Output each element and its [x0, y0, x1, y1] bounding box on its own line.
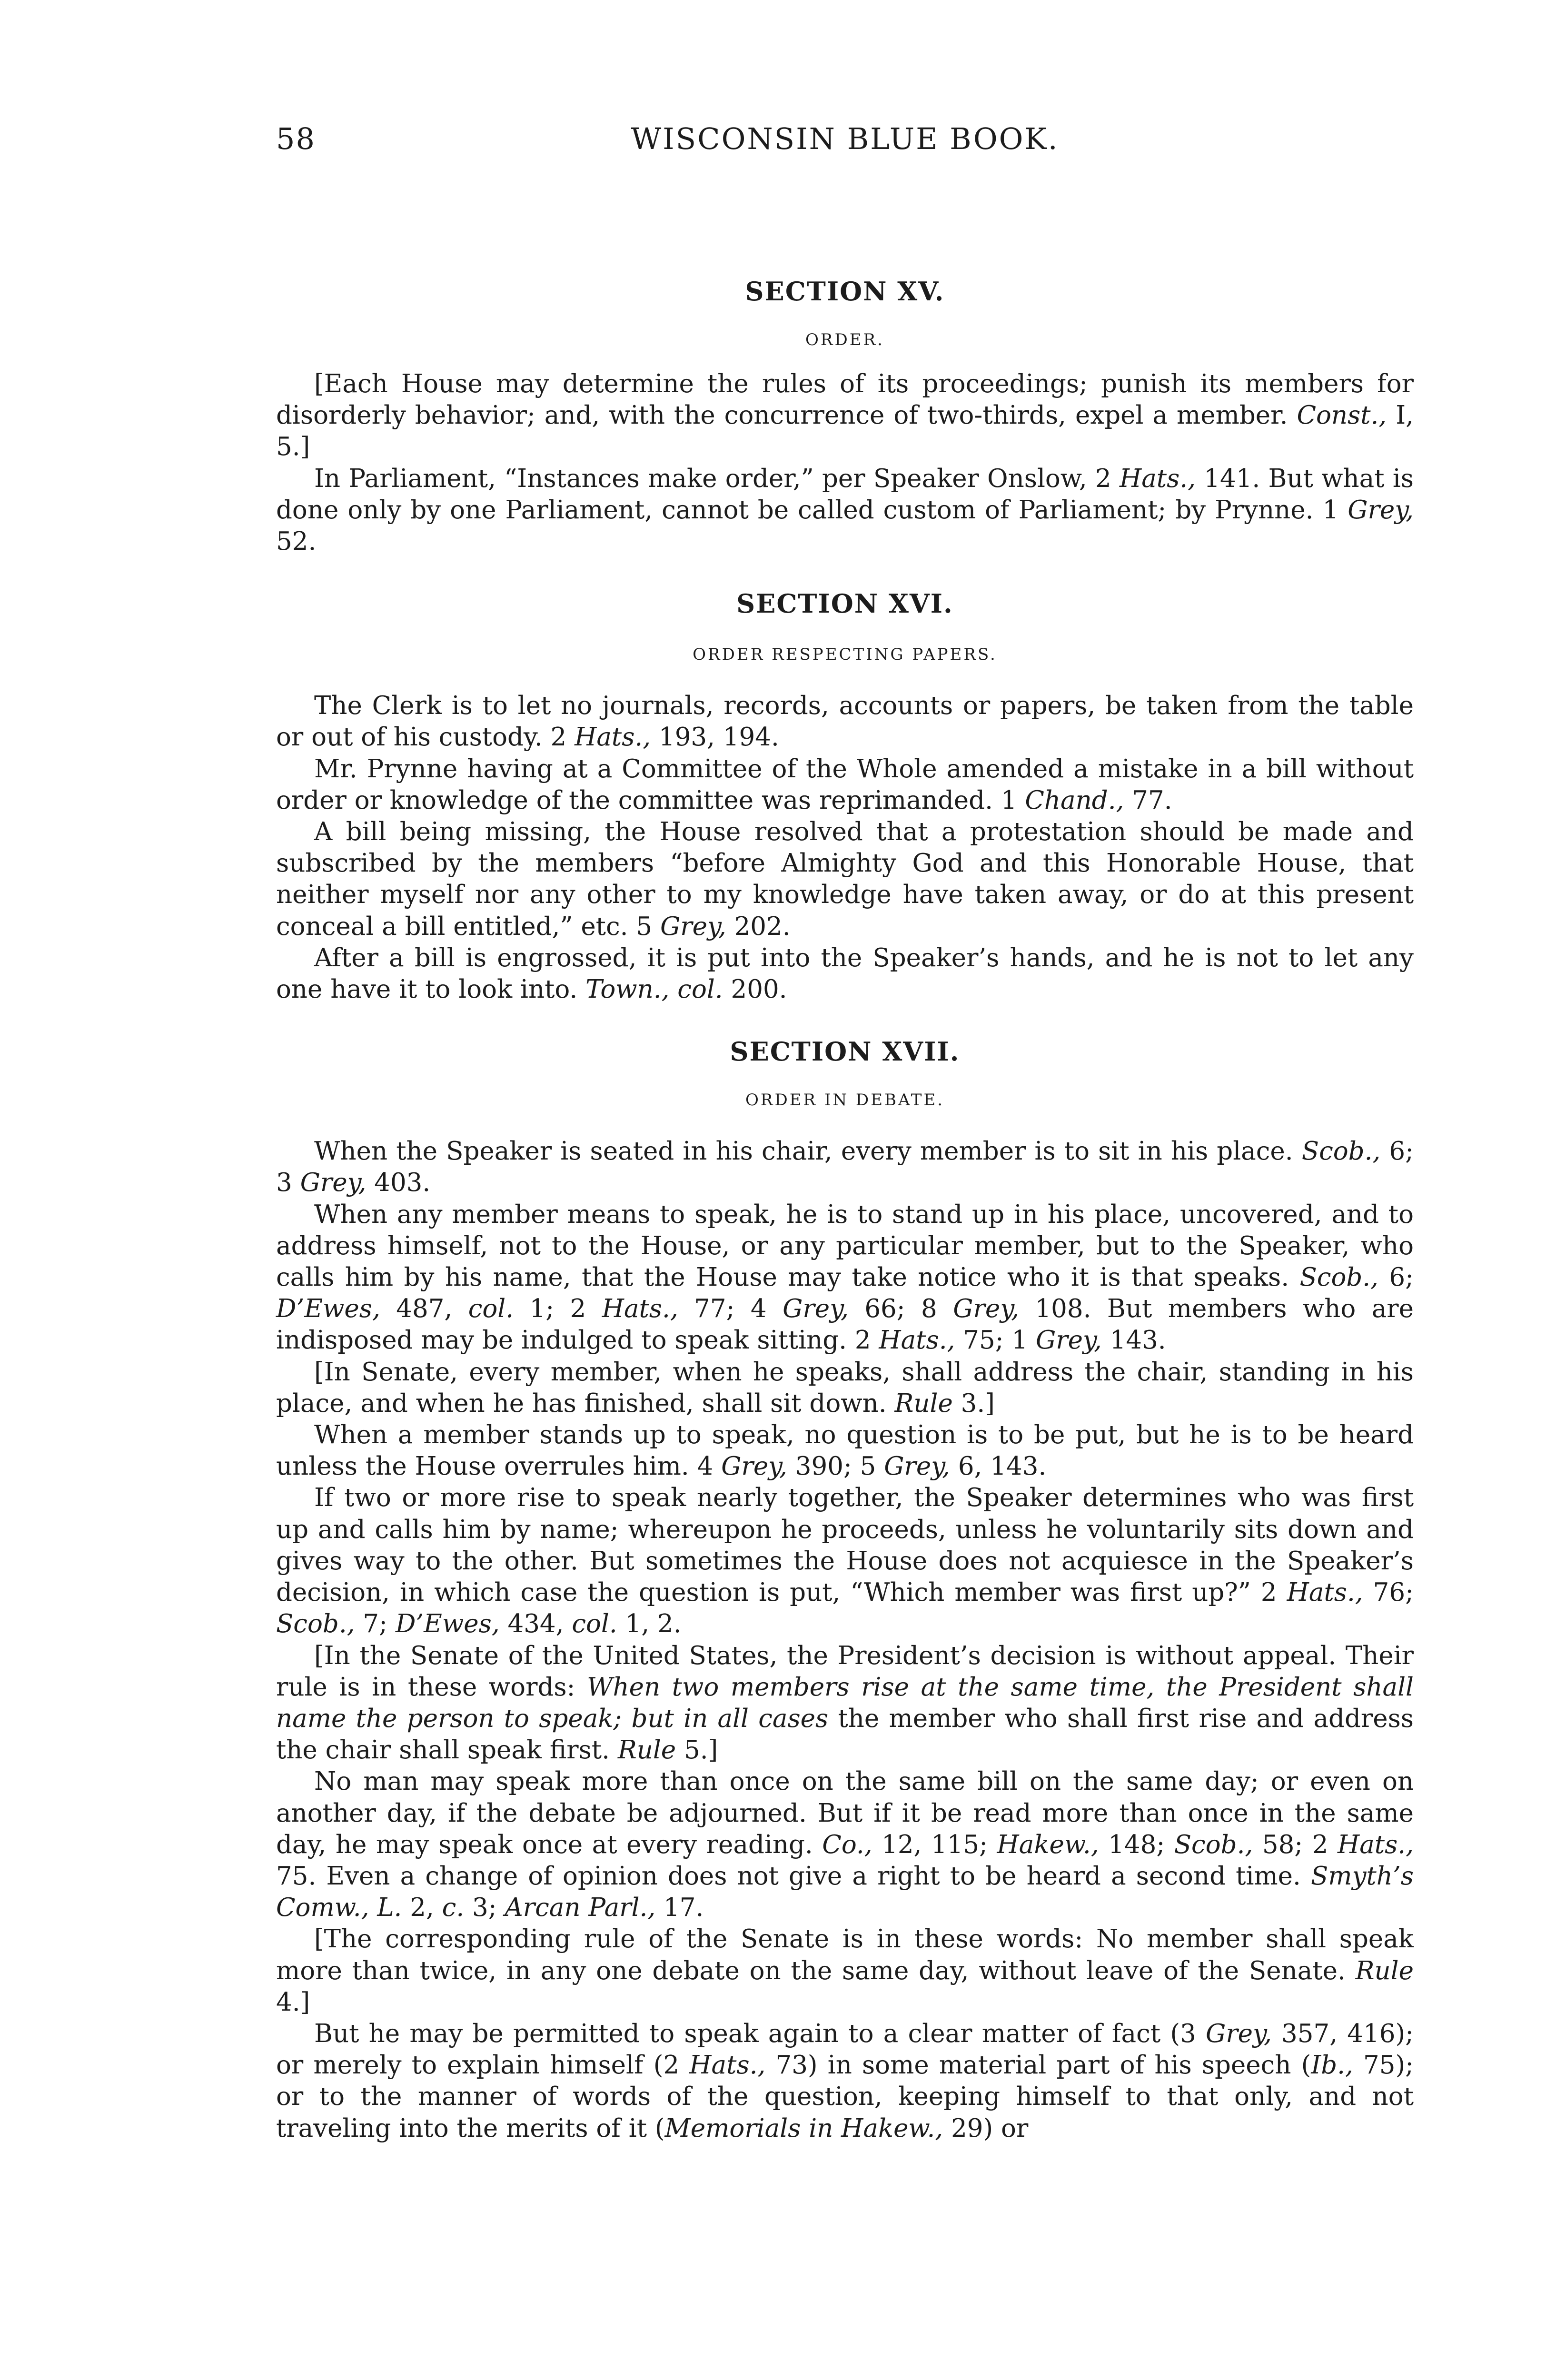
section-17-paragraph-4: When a member stands up to speak, no question is to be put, but he is to be heard unless the House overrules him. 4 Grey, 390; 5 Grey, 6, 143.	[276, 1420, 1414, 1481]
section-15-paragraph-1: [Each House may determine the rules of its proceedings; punish its members for disorderly behavior; and, with the concurrence of two-thirds, expel a member. Const., I, 5.]	[276, 369, 1414, 462]
section-16-paragraph-1: The Clerk is to let no journals, records, accounts or papers, be taken from the table or out of his custody. 2 Hats., 193, 194.	[276, 691, 1414, 752]
section-15-subtitle: ORDER.	[805, 330, 884, 349]
page-header	[276, 121, 1414, 174]
page-number: 58	[276, 121, 316, 156]
section-17-paragraph-1: When the Speaker is seated in his chair, every member is to sit in his place. Scob., 6; 3 Grey, 403.	[276, 1137, 1414, 1198]
section-17-paragraph-6: [In the Senate of the United States, the President’s decision is without appeal. Their rule is in these words: When two members rise at the same time, the President shall name the person to speak; but in all cases the member who shall first rise and address the chair shall speak first. Rule 5.]	[276, 1641, 1414, 1765]
section-17-paragraph-3: [In Senate, every member, when he speaks, shall address the chair, standing in his place, and when he has finished, shall sit down. Rule 3.]	[276, 1357, 1414, 1418]
section-17-title: SECTION XVII.	[730, 1036, 960, 1067]
section-17-paragraph-8: [The corresponding rule of the Senate is in these words: No member shall speak more than twice, in any one debate on the same day, without leave of the Senate. Rule 4.]	[276, 1924, 1414, 2017]
section-15-title: SECTION XV.	[745, 276, 945, 307]
section-16-title: SECTION XVI.	[736, 588, 953, 619]
section-17-paragraph-5: If two or more rise to speak nearly together, the Speaker determines who was first up and calls him by name; whereupon he proceeds, unless he voluntarily sits down and gives way to the other. But sometimes the House does not acquiesce in the Speaker’s decision, in which case the question is put, “Which member was first up?” 2 Hats., 76; Scob., 7; D’Ewes, 434, col. 1, 2.	[276, 1483, 1414, 1639]
section-16-subtitle: ORDER RESPECTING PAPERS.	[693, 645, 997, 664]
page	[276, 121, 1414, 2359]
section-16-paragraph-2: Mr. Prynne having at a Committee of the Whole amended a mistake in a bill without order or knowledge of the committee was reprimanded. 1 Chand., 77.	[276, 754, 1414, 815]
section-17-subtitle: ORDER IN DEBATE.	[745, 1091, 944, 1110]
running-title: WISCONSIN BLUE BOOK.	[631, 121, 1059, 156]
section-15-paragraph-2: In Parliament, “Instances make order,” per Speaker Onslow, 2 Hats., 141. But what is done only by one Parliament, cannot be called custom of Parliament; by Prynne. 1 Grey, 52.	[276, 464, 1414, 556]
section-16-paragraph-3: A bill being missing, the House resolved that a protestation should be made and subscribed by the members “before Almighty God and this Honorable House, that neither myself nor any other to my knowledge have taken away, or do at this present conceal a bill entitled,” etc. 5 Grey, 202.	[276, 817, 1414, 941]
section-17-paragraph-7: No man may speak more than once on the same bill on the same day; or even on another day, if the debate be adjourned. But if it be read more than once in the same day, he may speak once at every reading. Co., 12, 115; Hakew., 148; Scob., 58; 2 Hats., 75. Even a change of opinion does not give a right to be heard a second time. Smyth’s Comw., L. 2, c. 3; Arcan Parl., 17.	[276, 1767, 1414, 1923]
section-16-paragraph-4: After a bill is engrossed, it is put into the Speaker’s hands, and he is not to let any one have it to look into. Town., col. 200.	[276, 943, 1414, 1004]
section-17-paragraph-9: But he may be permitted to speak again to a clear matter of fact (3 Grey, 357, 416); or merely to explain himself (2 Hats., 73) in some material part of his speech (Ib., 75); or to the manner of words of the question, keeping himself to that only, and not traveling into the merits of it (Memorials in Hakew., 29) or	[276, 2019, 1414, 2143]
section-17-paragraph-2: When any member means to speak, he is to stand up in his place, uncovered, and to address himself, not to the House, or any particular member, but to the Speaker, who calls him by his name, that the House may take notice who it is that speaks. Scob., 6; D’Ewes, 487, col. 1; 2 Hats., 77; 4 Grey, 66; 8 Grey, 108. But members who are indisposed may be indulged to speak sitting. 2 Hats., 75; 1 Grey, 143.	[276, 1200, 1414, 1355]
